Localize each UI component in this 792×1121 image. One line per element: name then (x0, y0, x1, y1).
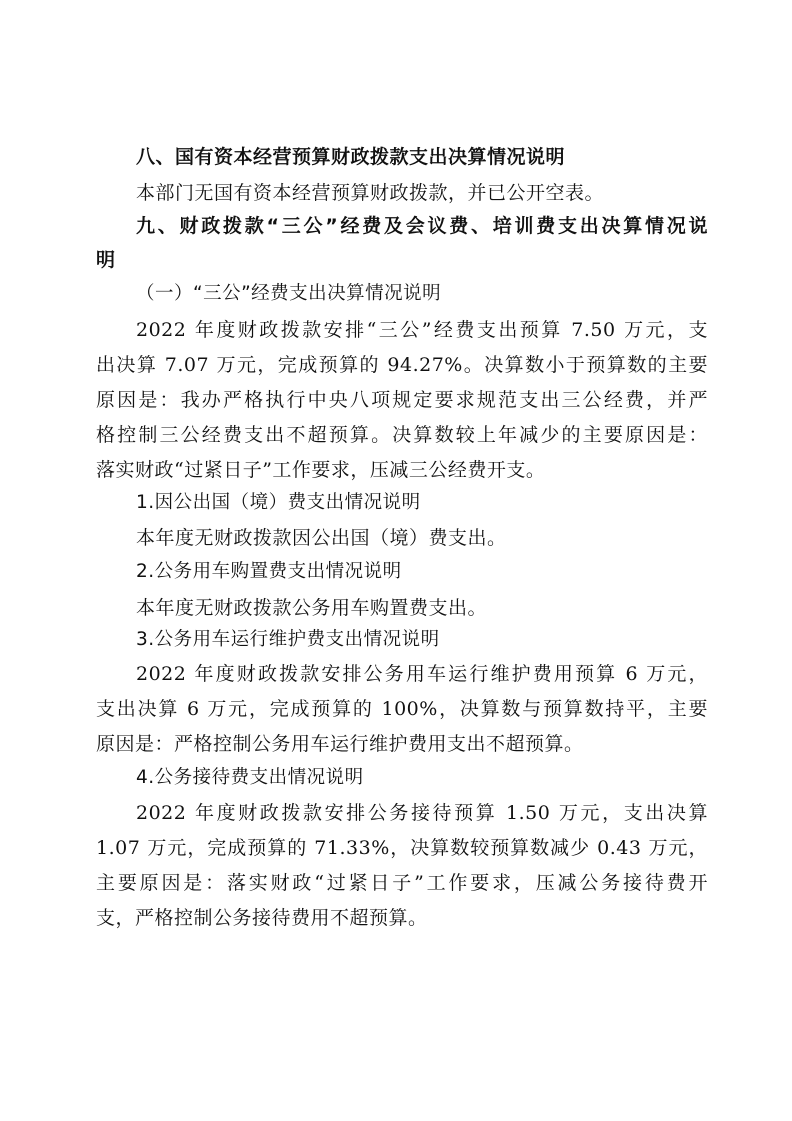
paragraph-line: 落实财政“过紧日子”工作要求，压减三公经费开支。 (96, 459, 546, 481)
paragraph-line: 本年度无财政拨款公务用车购置费支出。 (136, 597, 488, 619)
paragraph-line: 本年度无财政拨款因公出国（境）费支出。 (136, 527, 507, 549)
paragraph-line: 出决算 7.07 万元，完成预算的 94.27%。决算数小于预算数的主要 (96, 354, 708, 376)
item-heading-4: 4.公务接待费支出情况说明 (136, 767, 364, 788)
paragraph-line: 2022 年度财政拨款安排公务用车运行维护费用预算 6 万元， (136, 663, 708, 685)
paragraph-line: 2022 年度财政拨款安排公务接待预算 1.50 万元，支出决算 (136, 802, 708, 824)
section-heading-9-continued: 明 (96, 249, 116, 271)
section-heading-9: 九、财政拨款“三公”经费及会议费、培训费支出决算情况说 (136, 215, 708, 237)
subsection-heading-1: （一）“三公”经费支出决算情况说明 (136, 283, 442, 304)
section-heading-8: 八、国有资本经营预算财政拨款支出决算情况说明 (136, 146, 566, 168)
paragraph-line: 本部门无国有资本经营预算财政拨款，并已公开空表。 (136, 182, 605, 204)
paragraph-line: 支，严格控制公务接待费用不超预算。 (96, 907, 428, 929)
paragraph-line: 格控制三公经费支出不超预算。决算数较上年减少的主要原因是： (96, 424, 708, 446)
paragraph-line: 原因是：我办严格执行中央八项规定要求规范支出三公经费，并严 (96, 389, 708, 411)
paragraph-line: 1.07 万元，完成预算的 71.33%，决算数较预算数减少 0.43 万元， (96, 837, 708, 859)
item-heading-3: 3.公务用车运行维护费支出情况说明 (136, 629, 440, 650)
paragraph-line: 2022 年度财政拨款安排“三公”经费支出预算 7.50 万元，支 (136, 319, 708, 341)
item-heading-1: 1.因公出国（境）费支出情况说明 (136, 492, 421, 513)
paragraph-line: 支出决算 6 万元，完成预算的 100%，决算数与预算数持平，主要 (96, 698, 708, 720)
item-heading-2: 2.公务用车购置费支出情况说明 (136, 561, 402, 582)
paragraph-line: 主要原因是：落实财政“过紧日子”工作要求，压减公务接待费开 (96, 872, 708, 894)
paragraph-line: 原因是：严格控制公务用车运行维护费用支出不超预算。 (96, 733, 584, 755)
